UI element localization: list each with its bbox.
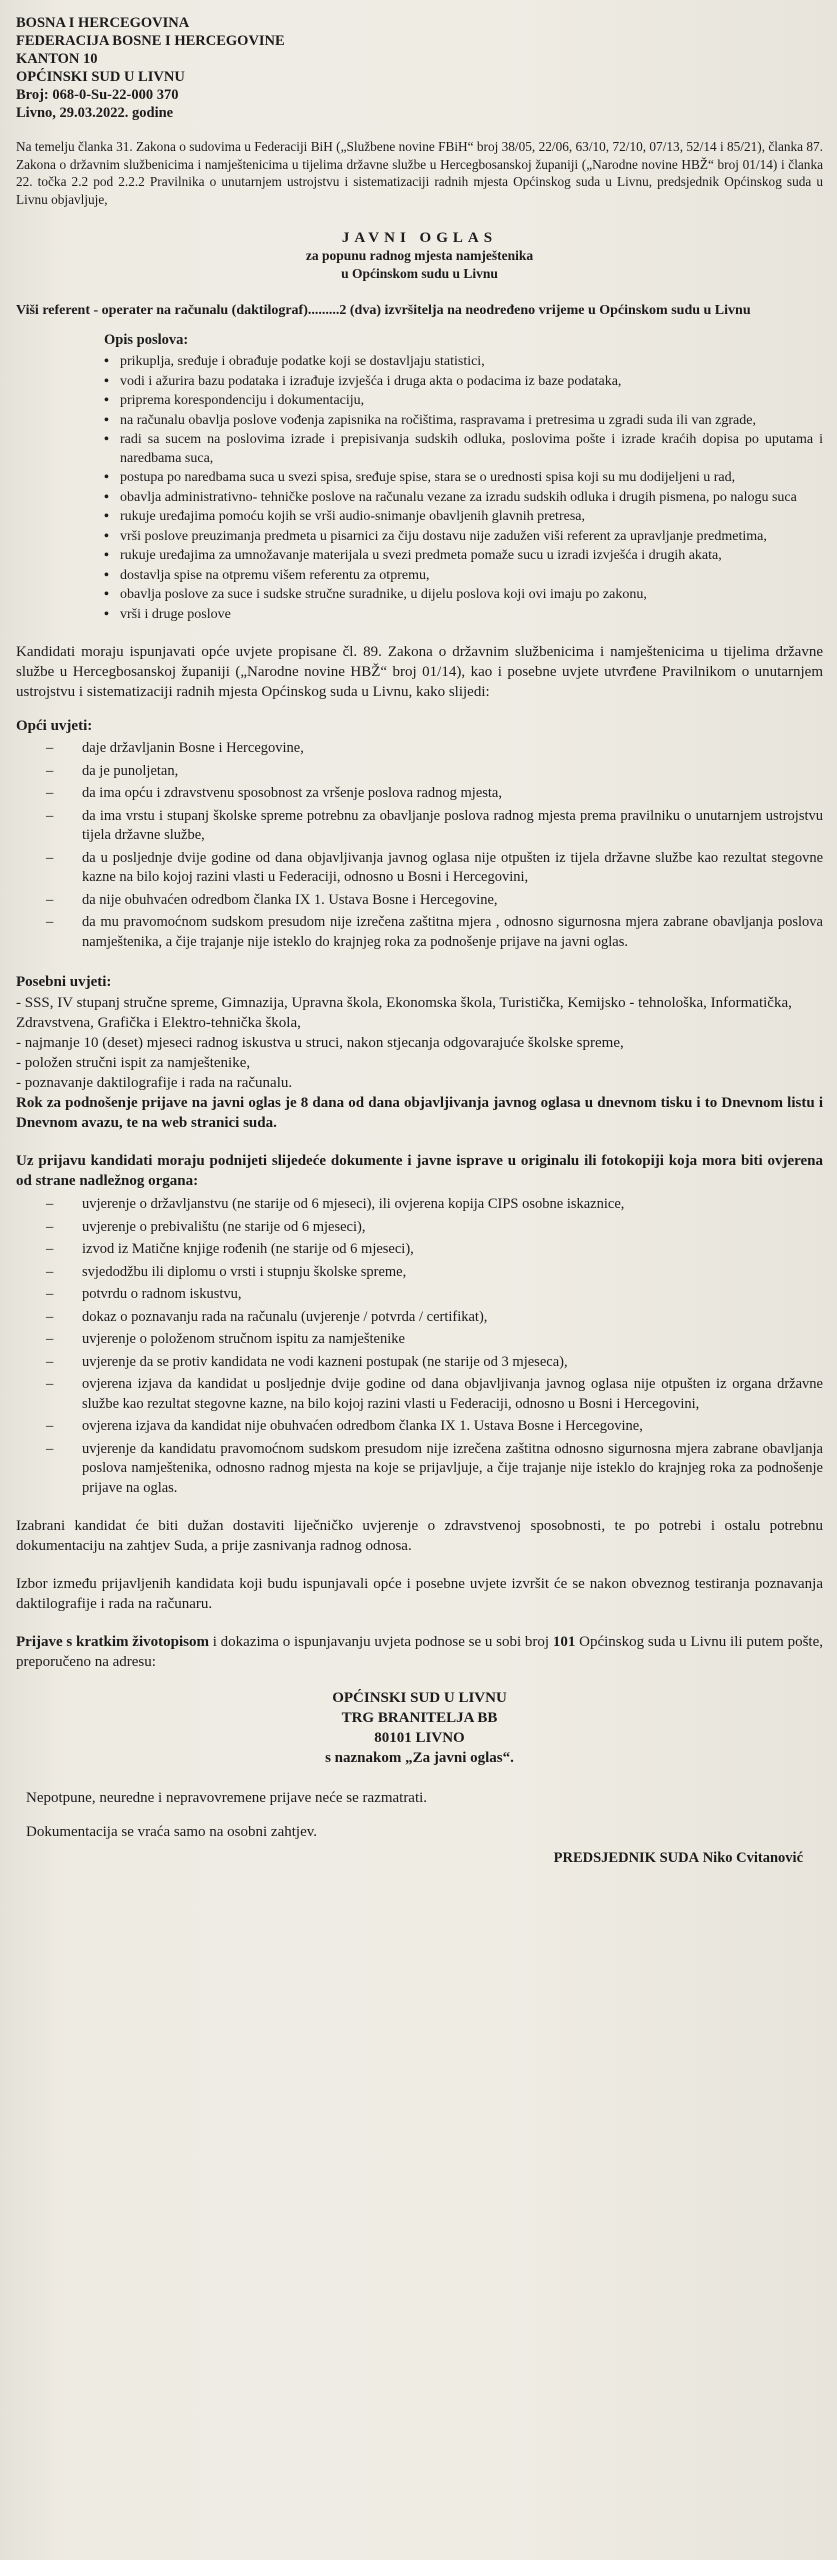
list-item: – da nije obuhvaćen odredbom članka IX 1. Ustava Bosne i Hercegovine, bbox=[82, 891, 823, 911]
list-item: – da ima opću i zdravstvenu sposobnost za vršenje poslova radnog mjesta, bbox=[82, 784, 823, 804]
documents-heading: Uz prijavu kandidati moraju podnijeti slijedeće dokumente i javne isprave u originalu ili fotokopiji koja mora biti ovjerena od strane nadležnog organa: bbox=[16, 1153, 823, 1189]
signature-name: Niko Cvitanović bbox=[702, 1850, 803, 1866]
list-item: - poznavanje daktilografije i rada na računalu. bbox=[16, 1075, 293, 1091]
list-item: • radi sa sucem na poslovima izrade i prepisivanja sudskih odluka, poslovima pošte i izrade kraćih dopisa po uputama i naredbama suca, bbox=[120, 431, 823, 468]
submission-instructions bbox=[16, 1632, 823, 1672]
submission-text: i dokazima o ispunjavanju uvjeta podnose se u sobi broj bbox=[208, 1634, 553, 1650]
header-line: BOSNA I HERCEGOVINA bbox=[16, 15, 190, 31]
list-item: – da mu pravomoćnom sudskom presudom nije izrečena zaštitna mjera , odnosno sigurnosna mjera zabrane obavljanja poslova namještenika, a čije trajanje nije isteklo do krajnjeg roka za podnošenje prijave na javni oglas. bbox=[82, 913, 823, 952]
duties-heading: Opis poslova: bbox=[104, 332, 189, 348]
address-line: OPĆINSKI SUD U LIVNU bbox=[332, 1690, 507, 1706]
list-item: – daje državljanin Bosne i Hercegovine, bbox=[82, 739, 823, 759]
position-title: Viši referent - operater na računalu (daktilograf).........2 (dva) izvršitelja na neodređeno vrijeme u Općinskom sudu u Livnu bbox=[16, 303, 751, 318]
special-conditions-heading: Posebni uvjeti: bbox=[16, 974, 112, 990]
address-line: TRG BRANITELJA BB bbox=[341, 1710, 498, 1726]
list-item: – dokaz o poznavanju rada na računalu (uvjerenje / potvrda / certifikat), bbox=[82, 1308, 823, 1328]
submission-bold: Prijave s kratkim životopisom bbox=[16, 1634, 209, 1650]
signature-role: PREDSJEDNIK SUDA bbox=[553, 1850, 700, 1866]
title-sub: za popunu radnog mjesta namještenika bbox=[305, 248, 534, 263]
submission-tail: Općinskog suda u Livnu ili putem pošte, preporučeno na adresu: bbox=[16, 1634, 823, 1670]
list-item: - najmanje 10 (deset) mjeseci radnog iskustva u struci, nakon stjecanja odgovarajuće školske spreme, bbox=[16, 1035, 624, 1051]
list-item: – da ima vrstu i stupanj školske spreme potrebnu za obavljanje poslova radnog mjesta prema pravilniku o unutarnjem ustrojstvu tijela državne službe, bbox=[82, 807, 823, 846]
list-item: • postupa po naredbama suca u svezi spisa, sređuje spise, stara se o urednosti spisa koji su mu dodijeljeni u rad, bbox=[120, 469, 823, 488]
list-item: – da u posljednje dvije godine od dana objavljivanja javnog oglasa nije otpušten iz tijela državne službe kao rezultat stegovne kazne na bilo kojoj razini vlasti u Federaciji, odnosno u Bosni i Hercegovini, bbox=[82, 849, 823, 888]
list-item: – ovjerena izjava da kandidat u posljednje dvije godine od dana objavljivanja javnog oglasa nije otpušten iz organa državne službe kao rezultat stegovne kazne, na bilo kojoj razini vlasti u Federaciji, odnosno u Bosni i Hercegovini, bbox=[82, 1375, 823, 1414]
list-item: – uvjerenje da se protiv kandidata ne vodi kazneni postupak (ne starije od 3 mjeseca), bbox=[82, 1353, 823, 1373]
address-line: 80101 LIVNO bbox=[374, 1730, 465, 1746]
general-conditions-heading: Opći uvjeti: bbox=[16, 718, 93, 734]
header-line: FEDERACIJA BOSNE I HERCEGOVINE bbox=[16, 33, 285, 49]
legal-basis: Na temelju članka 31. Zakona o sudovima u Federaciji BiH („Službene novine FBiH“ broj 38/05, 22/06, 63/10, 72/10, 07/13, 52/14 i 85/21), članka 87. Zakona o državnim službenicima i namještenicima u tijelima državne službe u Hercegbosanskoj županiji („Narodne novine HBŽ“ broj 01/14) i članka 22. točka 2.2 pod 2.2.2 Pravilnika o unutarnjem ustrojstvu i sistematizaciji radnih mjesta Općinskog suda u Livnu, predsjednik Općinskog suda u Livnu objavljuje, bbox=[16, 139, 823, 207]
conditions-intro: Kandidati moraju ispunjavati opće uvjete propisane čl. 89. Zakona o državnim službenicima i namještenicima u tijelima državne službe u Hercegbosanskoj županiji („Narodne novine HBŽ“ broj 01/14), kao i posebne uvjete utvrđene Pravilnikom o unutarnjem ustrojstvu i sistematizaciji radnih mjesta Općinskog suda u Livnu, kako slijedi: bbox=[16, 644, 823, 700]
list-item: – izvod iz Matične knjige rođenih (ne starije od 6 mjeseci), bbox=[82, 1240, 823, 1260]
documents-list bbox=[16, 1195, 823, 1498]
case-number: Broj: 068-0-Su-22-000 370 bbox=[16, 87, 179, 103]
list-item: • obavlja poslove za suce i sudske stručne suradnike, u dijelu poslova koji ovi imaju po zakonu, bbox=[120, 586, 823, 605]
testing-note: Izbor između prijavljenih kandidata koji budu ispunjavali opće i posebne uvjete izvršit će se nakon obveznog testiranja poznavanja daktilografije i rada na računaru. bbox=[16, 1576, 823, 1612]
list-item: - položen stručni ispit za namještenike, bbox=[16, 1055, 251, 1071]
address-line: s naznakom „Za javni oglas“. bbox=[325, 1750, 514, 1766]
room-number: 101 bbox=[552, 1634, 576, 1650]
list-item: – potvrdu o radnom iskustvu, bbox=[82, 1285, 823, 1305]
list-item: – uvjerenje o položenom stručnom ispitu za namještenike bbox=[82, 1330, 823, 1350]
list-item: • vodi i ažurira bazu podataka i izrađuje izvješća i druga akta o podacima iz baze podataka, bbox=[120, 373, 823, 392]
list-item: – uvjerenje da kandidatu pravomoćnom sudskom presudom nije izrečena zaštitna odnosno sigurnosna mjera zabrane obavljanja poslova namještenika, odnosno radnog mjesta na koje se prijavljuje, a čije trajanje nije isteklo do krajnjeg roka za podnošenje prijave na oglas. bbox=[82, 1440, 823, 1499]
list-item: • dostavlja spise na otpremu višem referentu za otpremu, bbox=[120, 567, 823, 586]
signature-block bbox=[16, 1848, 823, 1868]
return-notice: Dokumentacija se vraća samo na osobni zahtjev. bbox=[26, 1824, 318, 1840]
title-sub: u Općinskom sudu u Livnu bbox=[341, 266, 498, 281]
special-conditions-list bbox=[16, 993, 823, 1093]
list-item: – da je punoljetan, bbox=[82, 762, 823, 782]
duties-list bbox=[16, 353, 823, 624]
header-line: OPĆINSKI SUD U LIVNU bbox=[16, 69, 185, 85]
incomplete-notice: Nepotpune, neuredne i nepravovremene prijave neće se razmatrati. bbox=[26, 1790, 428, 1806]
title-main: JAVNI OGLAS bbox=[341, 230, 498, 246]
deadline-notice: Rok za podnošenje prijave na javni oglas je 8 dana od dana objavljivanja javnog oglasa u dnevnom tisku i to Dnevnom listu i Dnevnom avazu, te na web stranici suda. bbox=[16, 1095, 823, 1131]
list-item: - SSS, IV stupanj stručne spreme, Gimnazija, Upravna škola, Ekonomska škola, Turistička, Kemijsko - tehnološka, Informatička, Zdravstvena, Grafička i Elektro-tehnička škola, bbox=[16, 995, 792, 1031]
duties-section bbox=[16, 332, 823, 349]
list-item: – ovjerena izjava da kandidat nije obuhvaćen odredbom članka IX 1. Ustava Bosne i Hercegovine, bbox=[82, 1417, 823, 1437]
list-item: – uvjerenje o prebivalištu (ne starije od 6 mjeseci), bbox=[82, 1218, 823, 1238]
court-address bbox=[16, 1688, 823, 1768]
list-item: • vrši i druge poslove bbox=[120, 606, 823, 625]
selected-candidate-note: Izabrani kandidat će biti dužan dostaviti liječničko uvjerenje o zdravstvenoj sposobnosti, te po potrebi i ostalu potrebnu dokumentaciju na zahtjev Suda, a prije zasnivanja radnog odnosa. bbox=[16, 1518, 823, 1554]
list-item: • vrši poslove preuzimanja predmeta u pisarnici za čiju dostavu nije zadužen viši referent za upravljanje predmetima, bbox=[120, 528, 823, 547]
list-item: • prikuplja, sređuje i obrađuje podatke koji se dostavljaju statistici, bbox=[120, 353, 823, 372]
list-item: • priprema korespondenciju i dokumentaciju, bbox=[120, 392, 823, 411]
list-item: • rukuje uređajima za umnožavanje materijala u svezi predmeta pomaže sucu u izradi izvješća i drugih akata, bbox=[120, 547, 823, 566]
list-item: • obavlja administrativno- tehničke poslove na računalu vezane za izradu sudskih odluka i drugih pismena, po nalogu suca bbox=[120, 489, 823, 508]
list-item: • rukuje uređajima pomoću kojih se vrši audio-snimanje obavljenih glavnih pretresa, bbox=[120, 508, 823, 527]
announcement-title bbox=[16, 230, 823, 283]
general-conditions-list bbox=[16, 739, 823, 952]
header-line: KANTON 10 bbox=[16, 51, 98, 67]
date-line: Livno, 29.03.2022. godine bbox=[16, 105, 174, 121]
court-header bbox=[16, 14, 823, 122]
list-item: – svjedodžbu ili diplomu o vrsti i stupnju školske spreme, bbox=[82, 1263, 823, 1283]
list-item: – uvjerenje o državljanstvu (ne starije od 6 mjeseci), ili ovjerena kopija CIPS osobne iskaznice, bbox=[82, 1195, 823, 1215]
list-item: • na računalu obavlja poslove vođenja zapisnika na ročištima, raspravama i pretresima u zgradi suda ili van zgrade, bbox=[120, 412, 823, 431]
